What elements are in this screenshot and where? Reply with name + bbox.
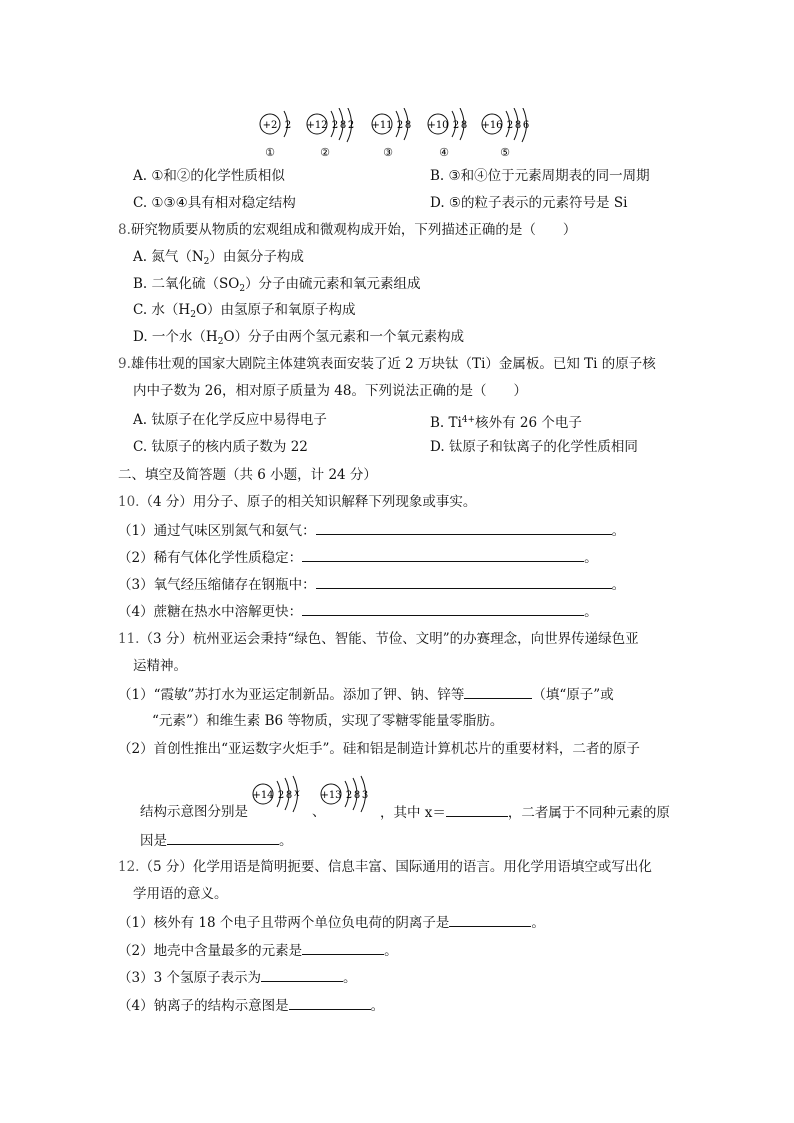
q8-stem-line [118,220,576,240]
atom-2-shell-2: 8 [339,120,347,131]
atom-2-label: ② [320,146,330,159]
atom-4-shell-2: 8 [460,120,468,131]
q12-answer-2-blank[interactable] [302,940,384,955]
q12-item-4: （4）钠离子的结构示意图是 。 [118,995,384,1016]
q12-stem-line-2: 学用语的意义。 [133,886,228,902]
q11-part-2-line-2-pre: 结构示意图分别是 [140,804,248,820]
atom-3-nucleus: +11 [371,120,393,131]
atom-1-nucleus: +2 [262,120,278,131]
silicon-shell-2: 8 [285,790,293,801]
q11-part-1-blank[interactable] [464,684,532,699]
q9-option-d: D. 钛原子和钛离子的化学性质相同 [430,439,638,455]
q12-number: 12. [118,859,140,875]
atom-2-shell-3: 2 [347,120,355,131]
q11-stem-line-2: 运精神。 [133,658,187,674]
q11-stem-line-1 [118,629,639,649]
q10-stem: （4 分）用分子、原子的相关知识解释下列现象或事实。 [139,494,477,510]
atom-3-diagram [371,108,411,159]
q8-option-c: C. 水$(H_2O)$由氢原子和氧原子构成 [133,302,356,320]
section-2-title: 二、填空及简答题（共 6 小题，计 24 分） [118,467,377,483]
silicon-shell-1: 2 [277,790,285,801]
q12-answer-4-blank[interactable] [289,995,371,1010]
aluminum-shell-2: 8 [353,790,361,801]
q12-stem-line-1 [118,857,652,877]
q7-option-b: B. ③和④位于元素周期表的同一周期 [430,168,650,184]
q11-x-blank[interactable] [446,802,508,817]
q11-part-1-line-2: “元素”）和维生素 B6 等物质，实现了零糖零能量零脂肪。 [152,713,504,729]
atom-2-shell-1: 2 [331,120,339,131]
silicon-shell-3: x [294,788,300,799]
q12-item-2: （2）地壳中含量最多的元素是 。 [118,940,398,961]
aluminum-shell-1: 2 [345,790,353,801]
atom-1-diagram [260,111,291,159]
atom-5-shell-2: 8 [514,120,522,131]
q10-item-1: （1）通过气味区别氮气和氨气： 。 [118,520,625,541]
atom-5-nucleus: +16 [481,120,503,131]
q12-item-3: （3）3 个氢原子表示为 。 [118,967,356,988]
atom-1-label: ① [265,146,275,159]
q9-stem-1: 雄伟壮观的国家大剧院主体建筑表面安装了近 2 万块钛（Ti）金属板。已知 Ti 的原子核 [130,356,656,372]
q9-number: 9. [118,356,131,372]
atom-4-label: ④ [439,146,449,159]
q12-answer-1-blank[interactable] [449,912,531,927]
q11-stem-1: （3 分）杭州亚运会秉持“绿色、智能、节俭、文明”的办赛理念，向世界传递绿色亚 [139,631,639,647]
q11-reason-blank[interactable] [167,830,279,845]
q12-item-1: （1）核外有 18 个电子且带两个单位负电荷的阴离子是 。 [118,912,545,933]
atom-3-shell-2: 8 [404,120,412,131]
atom-4-diagram [427,108,467,159]
q10-item-4: （4）蔗糖在热水中溶解更快： 。 [118,601,598,622]
q9-option-a: A. 钛原子在化学反应中易得电子 [133,412,327,428]
q8-option-d: D. 一个水$(H_2O)$分子由两个氢元素和一个氧元素构成 [133,329,465,347]
q8-option-a: A. 氮气$(N_2)$由氮分子构成 [133,249,304,267]
q11-part-2-line-1: （2）首创性推出“亚运数字火炬手”。硅和铝是制造计算机芯片的重要材料，二者的原子 [118,741,640,757]
atom-1-shell-1: 2 [284,120,292,131]
q10-answer-2-blank[interactable] [302,547,584,562]
atom-4-nucleus: +10 [427,120,449,131]
q7-atom-diagrams [250,108,550,160]
q11-part-2-line-2-post: ，其中 x＝ ，二者属于不同种元素的原 [380,802,670,823]
q7-option-a: A. ①和②的化学性质相似 [133,168,285,184]
q10-answer-1-blank[interactable] [316,520,612,535]
q10-number: 10. [118,494,140,510]
q7-option-c: C. ①③④具有相对稳定结构 [133,195,296,211]
atom-3-shell-1: 2 [396,120,404,131]
aluminum-nucleus: +13 [320,790,342,801]
q11-part-1-line-1: （1）“霞敏”苏打水为亚运定制新品。添加了钾、钠、锌等 （填“原子”或 [118,684,614,705]
q8-number: 8. [118,222,131,238]
atom-5-label: ⑤ [500,146,510,159]
atom-2-diagram [306,108,354,159]
q9-option-b: B. $Ti^{4+}$核外有 26 个电子 [430,415,582,431]
q10-stem-line [118,492,476,512]
silicon-atom-diagram [250,770,314,820]
q10-item-2: （2）稀有气体化学性质稳定： 。 [118,547,598,568]
aluminum-shell-3: 3 [361,790,369,801]
q12-answer-3-blank[interactable] [261,967,343,982]
q11-part-2-line-3: 因是 。 [140,830,293,851]
atom-5-shell-1: 2 [506,120,514,131]
atom-2-nucleus: +12 [306,120,328,131]
atom-4-shell-1: 2 [452,120,460,131]
q9-stem-line-2: 内中子数为 26，相对原子质量为 48。下列说法正确的是（ ） [133,383,527,399]
q8-stem: 研究物质要从物质的宏观组成和微观构成开始，下列描述正确的是（ ） [130,222,577,238]
aluminum-atom-diagram [318,770,382,820]
q12-stem-1: （5 分）化学用语是简明扼要、信息丰富、国际通用的语言。用化学用语填空或写出化 [139,859,652,875]
q10-answer-3-blank[interactable] [316,574,612,589]
atom-5-diagram [481,108,529,159]
q10-answer-4-blank[interactable] [302,601,584,616]
q8-option-b: B. 二氧化硫$(SO_2)$分子由硫元素和氧元素组成 [133,276,421,294]
q11-separator: 、 [312,804,326,820]
q11-number: 11. [118,631,140,647]
q10-item-3: （3）氧气经压缩储存在钢瓶中： 。 [118,574,625,595]
q7-diagram-svg [250,108,550,160]
q9-option-c: C. 钛原子的核内质子数为 22 [133,439,308,455]
atom-3-label: ③ [383,146,393,159]
atom-5-shell-3: 6 [522,120,530,131]
silicon-nucleus: +14 [252,790,274,801]
q9-stem-line-1 [118,354,656,374]
q7-option-d: D. ⑤的粒子表示的元素符号是 Si [430,195,628,211]
